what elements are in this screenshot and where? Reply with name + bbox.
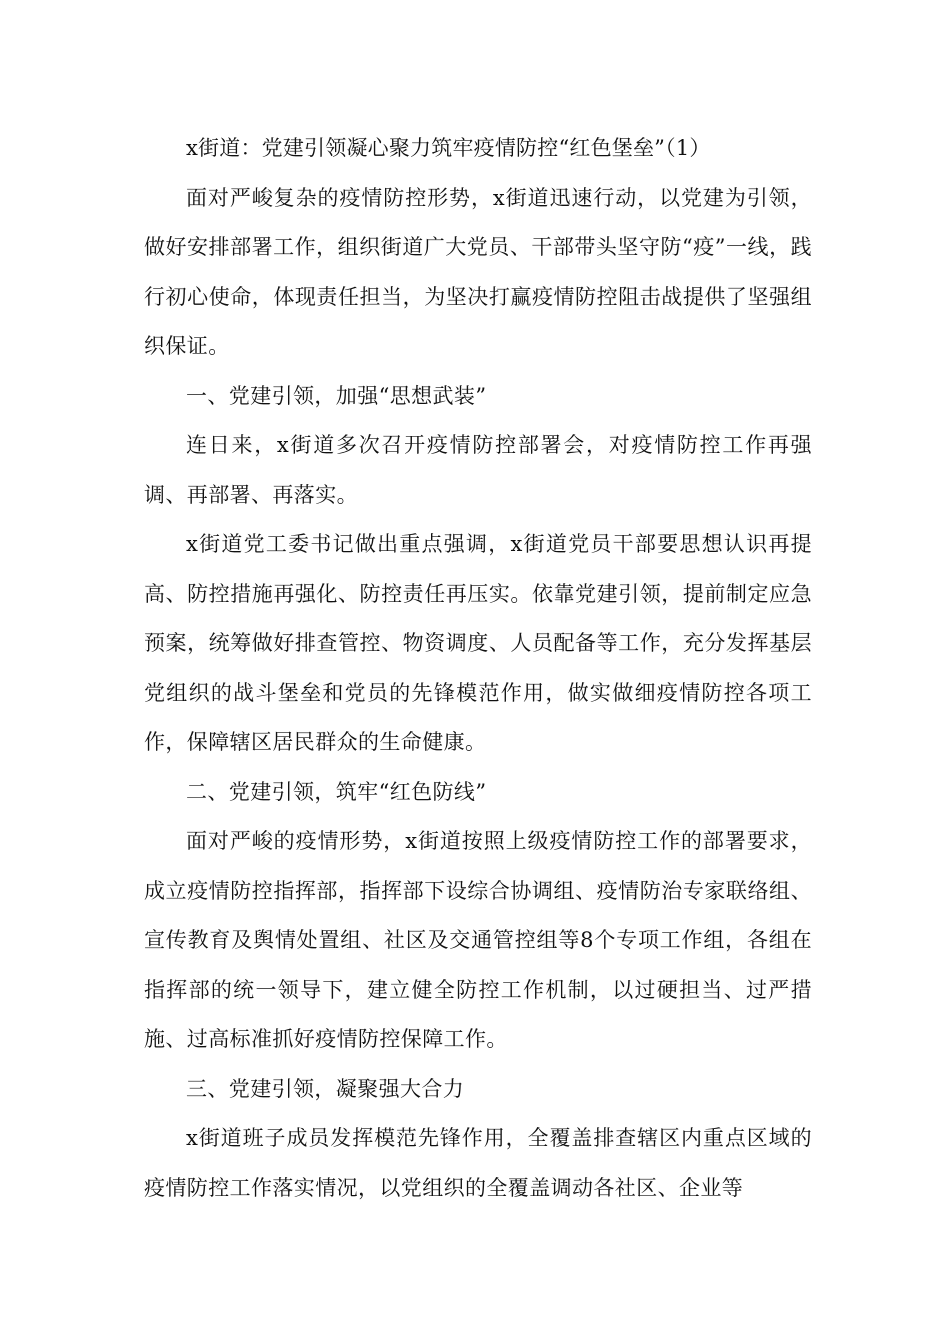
paragraph: 面对严峻的疫情形势，x街道按照上级疫情防控工作的部署要求，成立疫情防控指挥部，指挥部下设综合协调组、疫情防治专家联络组、宣传教育及舆情处置组、社区及交通管控组等8个专项工作组，各组在指挥部的统一领导下，建立健全防控工作机制，以过硬担当、过严措施、过高标准抓好疫情防控保障工作。 — [144, 829, 812, 1051]
section-heading-3: 三、党建引领，凝聚强大合力 — [186, 1076, 465, 1101]
paragraph-intro: 面对严峻复杂的疫情防控形势，x街道迅速行动，以党建为引领，做好安排部署工作，组织街道广大党员、干部带头坚守防“疫”一线，践行初心使命，体现责任担当，为坚决打赢疫情防控阻击战提供了坚强组织保证。 — [144, 185, 812, 358]
paragraph: x街道班子成员发挥模范先锋作用，全覆盖排查辖区内重点区域的疫情防控工作落实情况，以党组织的全覆盖调动各社区、企业等 — [144, 1126, 812, 1200]
paragraph: 连日来，x街道多次召开疫情防控部署会，对疫情防控工作再强调、再部署、再落实。 — [144, 433, 812, 507]
paragraph: x街道党工委书记做出重点强调，x街道党员干部要思想认识再提高、防控措施再强化、防控责任再压实。依靠党建引领，提前制定应急预案，统筹做好排查管控、物资调度、人员配备等工作，充分发挥基层党组织的战斗堡垒和党员的先锋模范作用，做实做细疫情防控各项工作，保障辖区居民群众的生命健康。 — [144, 532, 812, 754]
document-title: x街道：党建引领凝心聚力筑牢疫情防控“红色堡垒”（1） — [186, 136, 711, 160]
section-heading-2: 二、党建引领，筑牢“红色防线” — [186, 779, 487, 804]
section-heading-1: 一、党建引领，加强“思想武装” — [186, 383, 487, 408]
document-body — [144, 124, 812, 1213]
